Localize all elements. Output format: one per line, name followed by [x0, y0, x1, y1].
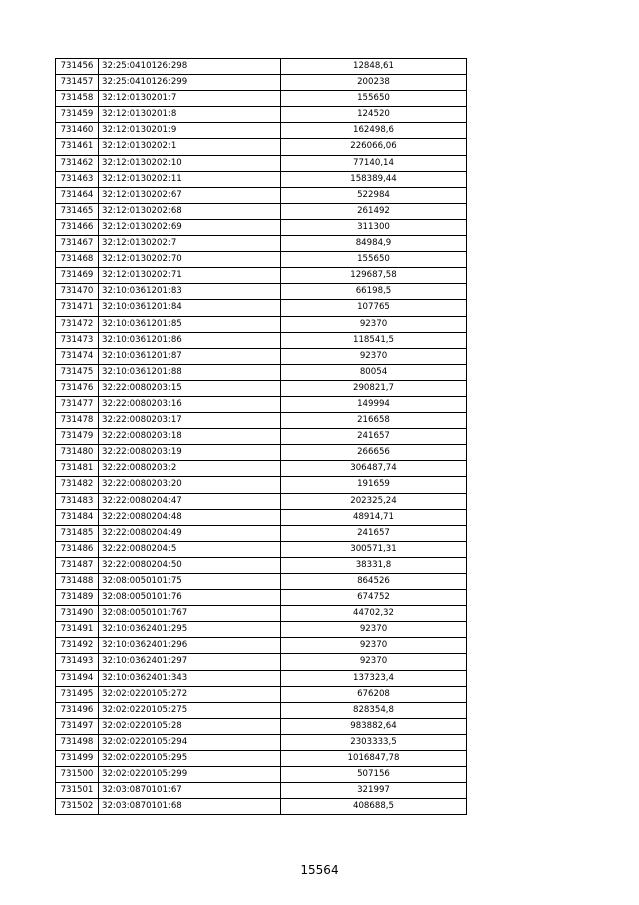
cadastral-number-cell: 32:02:0220105:294 [99, 734, 281, 750]
value-cell: 202325,24 [281, 493, 467, 509]
row-number-cell: 731481 [56, 461, 99, 477]
value-cell: 66198,5 [281, 284, 467, 300]
value-cell: 828354,8 [281, 702, 467, 718]
value-cell: 408688,5 [281, 799, 467, 815]
cadastral-number-cell: 32:12:0130202:1 [99, 139, 281, 155]
cadastral-number-cell: 32:12:0130202:69 [99, 219, 281, 235]
table-row [56, 718, 467, 734]
row-number-cell: 731490 [56, 606, 99, 622]
cadastral-number-cell: 32:22:0080204:49 [99, 525, 281, 541]
table-row [56, 686, 467, 702]
value-cell: 124520 [281, 107, 467, 123]
table-row [56, 187, 467, 203]
row-number-cell: 731465 [56, 203, 99, 219]
cadastral-number-cell: 32:10:0362401:295 [99, 622, 281, 638]
value-cell: 311300 [281, 219, 467, 235]
table-row [56, 574, 467, 590]
value-cell: 676208 [281, 686, 467, 702]
row-number-cell: 731459 [56, 107, 99, 123]
value-cell: 226066,06 [281, 139, 467, 155]
cadastral-number-cell: 32:12:0130201:9 [99, 123, 281, 139]
table-row [56, 477, 467, 493]
value-cell: 155650 [281, 252, 467, 268]
value-cell: 162498,6 [281, 123, 467, 139]
value-cell: 38331,8 [281, 557, 467, 573]
row-number-cell: 731485 [56, 525, 99, 541]
row-number-cell: 731461 [56, 139, 99, 155]
cadastral-number-cell: 32:12:0130202:71 [99, 268, 281, 284]
row-number-cell: 731458 [56, 91, 99, 107]
table-row [56, 670, 467, 686]
cadastral-number-cell: 32:02:0220105:299 [99, 767, 281, 783]
table-row [56, 734, 467, 750]
cadastral-number-cell: 32:12:0130201:8 [99, 107, 281, 123]
cadastral-number-cell: 32:10:0361201:88 [99, 364, 281, 380]
table-row [56, 638, 467, 654]
cadastral-number-cell: 32:12:0130202:11 [99, 171, 281, 187]
cadastral-number-cell: 32:22:0080203:17 [99, 413, 281, 429]
row-number-cell: 731492 [56, 638, 99, 654]
table-row [56, 541, 467, 557]
cadastral-number-cell: 32:22:0080204:47 [99, 493, 281, 509]
value-cell: 1016847,78 [281, 751, 467, 767]
table-row [56, 284, 467, 300]
cadastral-number-cell: 32:08:0050101:75 [99, 574, 281, 590]
table-row [56, 348, 467, 364]
row-number-cell: 731475 [56, 364, 99, 380]
table-row [56, 59, 467, 75]
table-row [56, 219, 467, 235]
row-number-cell: 731456 [56, 59, 99, 75]
row-number-cell: 731471 [56, 300, 99, 316]
row-number-cell: 731482 [56, 477, 99, 493]
row-number-cell: 731476 [56, 380, 99, 396]
row-number-cell: 731493 [56, 654, 99, 670]
cadastral-number-cell: 32:22:0080203:15 [99, 380, 281, 396]
value-cell: 77140,14 [281, 155, 467, 171]
table-row [56, 590, 467, 606]
table-row [56, 493, 467, 509]
cadastral-number-cell: 32:10:0361201:86 [99, 332, 281, 348]
value-cell: 12848,61 [281, 59, 467, 75]
value-cell: 44702,32 [281, 606, 467, 622]
row-number-cell: 731468 [56, 252, 99, 268]
value-cell: 92370 [281, 622, 467, 638]
cadastral-number-cell: 32:12:0130201:7 [99, 91, 281, 107]
table-row [56, 203, 467, 219]
value-cell: 155650 [281, 91, 467, 107]
value-cell: 80054 [281, 364, 467, 380]
value-cell: 507156 [281, 767, 467, 783]
value-cell: 149994 [281, 396, 467, 412]
row-number-cell: 731479 [56, 429, 99, 445]
row-number-cell: 731463 [56, 171, 99, 187]
cadastral-number-cell: 32:08:0050101:76 [99, 590, 281, 606]
cadastral-number-cell: 32:10:0362401:296 [99, 638, 281, 654]
value-cell: 137323,4 [281, 670, 467, 686]
value-cell: 191659 [281, 477, 467, 493]
cadastral-number-cell: 32:10:0362401:343 [99, 670, 281, 686]
value-cell: 241657 [281, 429, 467, 445]
cadastral-number-cell: 32:02:0220105:275 [99, 702, 281, 718]
row-number-cell: 731477 [56, 396, 99, 412]
page-number: 15564 [300, 863, 339, 877]
table-row [56, 107, 467, 123]
value-cell: 92370 [281, 316, 467, 332]
value-cell: 261492 [281, 203, 467, 219]
cadastral-number-cell: 32:12:0130202:67 [99, 187, 281, 203]
value-cell: 92370 [281, 348, 467, 364]
row-number-cell: 731502 [56, 799, 99, 815]
value-cell: 129687,58 [281, 268, 467, 284]
row-number-cell: 731457 [56, 75, 99, 91]
cadastral-number-cell: 32:02:0220105:28 [99, 718, 281, 734]
table-row [56, 91, 467, 107]
value-cell: 200238 [281, 75, 467, 91]
row-number-cell: 731495 [56, 686, 99, 702]
table-row [56, 123, 467, 139]
row-number-cell: 731478 [56, 413, 99, 429]
cadastral-number-cell: 32:25:0410126:298 [99, 59, 281, 75]
value-cell: 266656 [281, 445, 467, 461]
row-number-cell: 731473 [56, 332, 99, 348]
table-row [56, 300, 467, 316]
table-row [56, 783, 467, 799]
cadastral-number-cell: 32:10:0361201:84 [99, 300, 281, 316]
table-row [56, 252, 467, 268]
cadastral-number-cell: 32:10:0361201:87 [99, 348, 281, 364]
value-cell: 300571,31 [281, 541, 467, 557]
value-cell: 864526 [281, 574, 467, 590]
table-row [56, 268, 467, 284]
table-row [56, 445, 467, 461]
table-row [56, 557, 467, 573]
row-number-cell: 731466 [56, 219, 99, 235]
cadastral-number-cell: 32:22:0080203:2 [99, 461, 281, 477]
table-row [56, 75, 467, 91]
table-row [56, 380, 467, 396]
table-row [56, 155, 467, 171]
value-cell: 216658 [281, 413, 467, 429]
cadastral-number-cell: 32:22:0080204:50 [99, 557, 281, 573]
cadastral-number-cell: 32:02:0220105:272 [99, 686, 281, 702]
row-number-cell: 731497 [56, 718, 99, 734]
value-cell: 107765 [281, 300, 467, 316]
row-number-cell: 731470 [56, 284, 99, 300]
table-row [56, 767, 467, 783]
row-number-cell: 731480 [56, 445, 99, 461]
row-number-cell: 731484 [56, 509, 99, 525]
cadastral-number-cell: 32:12:0130202:7 [99, 236, 281, 252]
row-number-cell: 731494 [56, 670, 99, 686]
value-cell: 522984 [281, 187, 467, 203]
table-row [56, 654, 467, 670]
row-number-cell: 731501 [56, 783, 99, 799]
table-row [56, 702, 467, 718]
row-number-cell: 731469 [56, 268, 99, 284]
table-row [56, 751, 467, 767]
table-row [56, 396, 467, 412]
table-row [56, 236, 467, 252]
cadastral-number-cell: 32:22:0080203:16 [99, 396, 281, 412]
row-number-cell: 731500 [56, 767, 99, 783]
cadastral-number-cell: 32:02:0220105:295 [99, 751, 281, 767]
cadastral-number-cell: 32:12:0130202:10 [99, 155, 281, 171]
cadastral-number-cell: 32:22:0080203:19 [99, 445, 281, 461]
value-cell: 290821,7 [281, 380, 467, 396]
row-number-cell: 731488 [56, 574, 99, 590]
row-number-cell: 731483 [56, 493, 99, 509]
value-cell: 48914,71 [281, 509, 467, 525]
value-cell: 158389,44 [281, 171, 467, 187]
value-cell: 674752 [281, 590, 467, 606]
cadastral-number-cell: 32:22:0080204:48 [99, 509, 281, 525]
row-number-cell: 731472 [56, 316, 99, 332]
table-row [56, 606, 467, 622]
table-row [56, 332, 467, 348]
cadastral-number-cell: 32:12:0130202:68 [99, 203, 281, 219]
cadastral-number-cell: 32:22:0080203:18 [99, 429, 281, 445]
value-cell: 92370 [281, 638, 467, 654]
value-cell: 2303333,5 [281, 734, 467, 750]
table-row [56, 429, 467, 445]
row-number-cell: 731498 [56, 734, 99, 750]
registry-table-body [56, 59, 467, 815]
value-cell: 306487,74 [281, 461, 467, 477]
row-number-cell: 731491 [56, 622, 99, 638]
row-number-cell: 731460 [56, 123, 99, 139]
cadastral-number-cell: 32:12:0130202:70 [99, 252, 281, 268]
row-number-cell: 731464 [56, 187, 99, 203]
table-row [56, 171, 467, 187]
row-number-cell: 731467 [56, 236, 99, 252]
table-row [56, 799, 467, 815]
table-row [56, 364, 467, 380]
table-row [56, 509, 467, 525]
table-row [56, 622, 467, 638]
table-row [56, 139, 467, 155]
table-row [56, 316, 467, 332]
table-row [56, 413, 467, 429]
registry-table [55, 58, 467, 815]
table-row [56, 525, 467, 541]
value-cell: 84984,9 [281, 236, 467, 252]
cadastral-number-cell: 32:08:0050101:767 [99, 606, 281, 622]
value-cell: 92370 [281, 654, 467, 670]
cadastral-number-cell: 32:10:0361201:83 [99, 284, 281, 300]
row-number-cell: 731462 [56, 155, 99, 171]
row-number-cell: 731496 [56, 702, 99, 718]
value-cell: 983882,64 [281, 718, 467, 734]
row-number-cell: 731489 [56, 590, 99, 606]
value-cell: 321997 [281, 783, 467, 799]
value-cell: 118541,5 [281, 332, 467, 348]
table-row [56, 461, 467, 477]
cadastral-number-cell: 32:10:0362401:297 [99, 654, 281, 670]
cadastral-number-cell: 32:03:0870101:68 [99, 799, 281, 815]
row-number-cell: 731486 [56, 541, 99, 557]
row-number-cell: 731487 [56, 557, 99, 573]
cadastral-number-cell: 32:03:0870101:67 [99, 783, 281, 799]
value-cell: 241657 [281, 525, 467, 541]
cadastral-number-cell: 32:22:0080203:20 [99, 477, 281, 493]
cadastral-number-cell: 32:10:0361201:85 [99, 316, 281, 332]
cadastral-number-cell: 32:25:0410126:299 [99, 75, 281, 91]
row-number-cell: 731474 [56, 348, 99, 364]
cadastral-number-cell: 32:22:0080204:5 [99, 541, 281, 557]
row-number-cell: 731499 [56, 751, 99, 767]
